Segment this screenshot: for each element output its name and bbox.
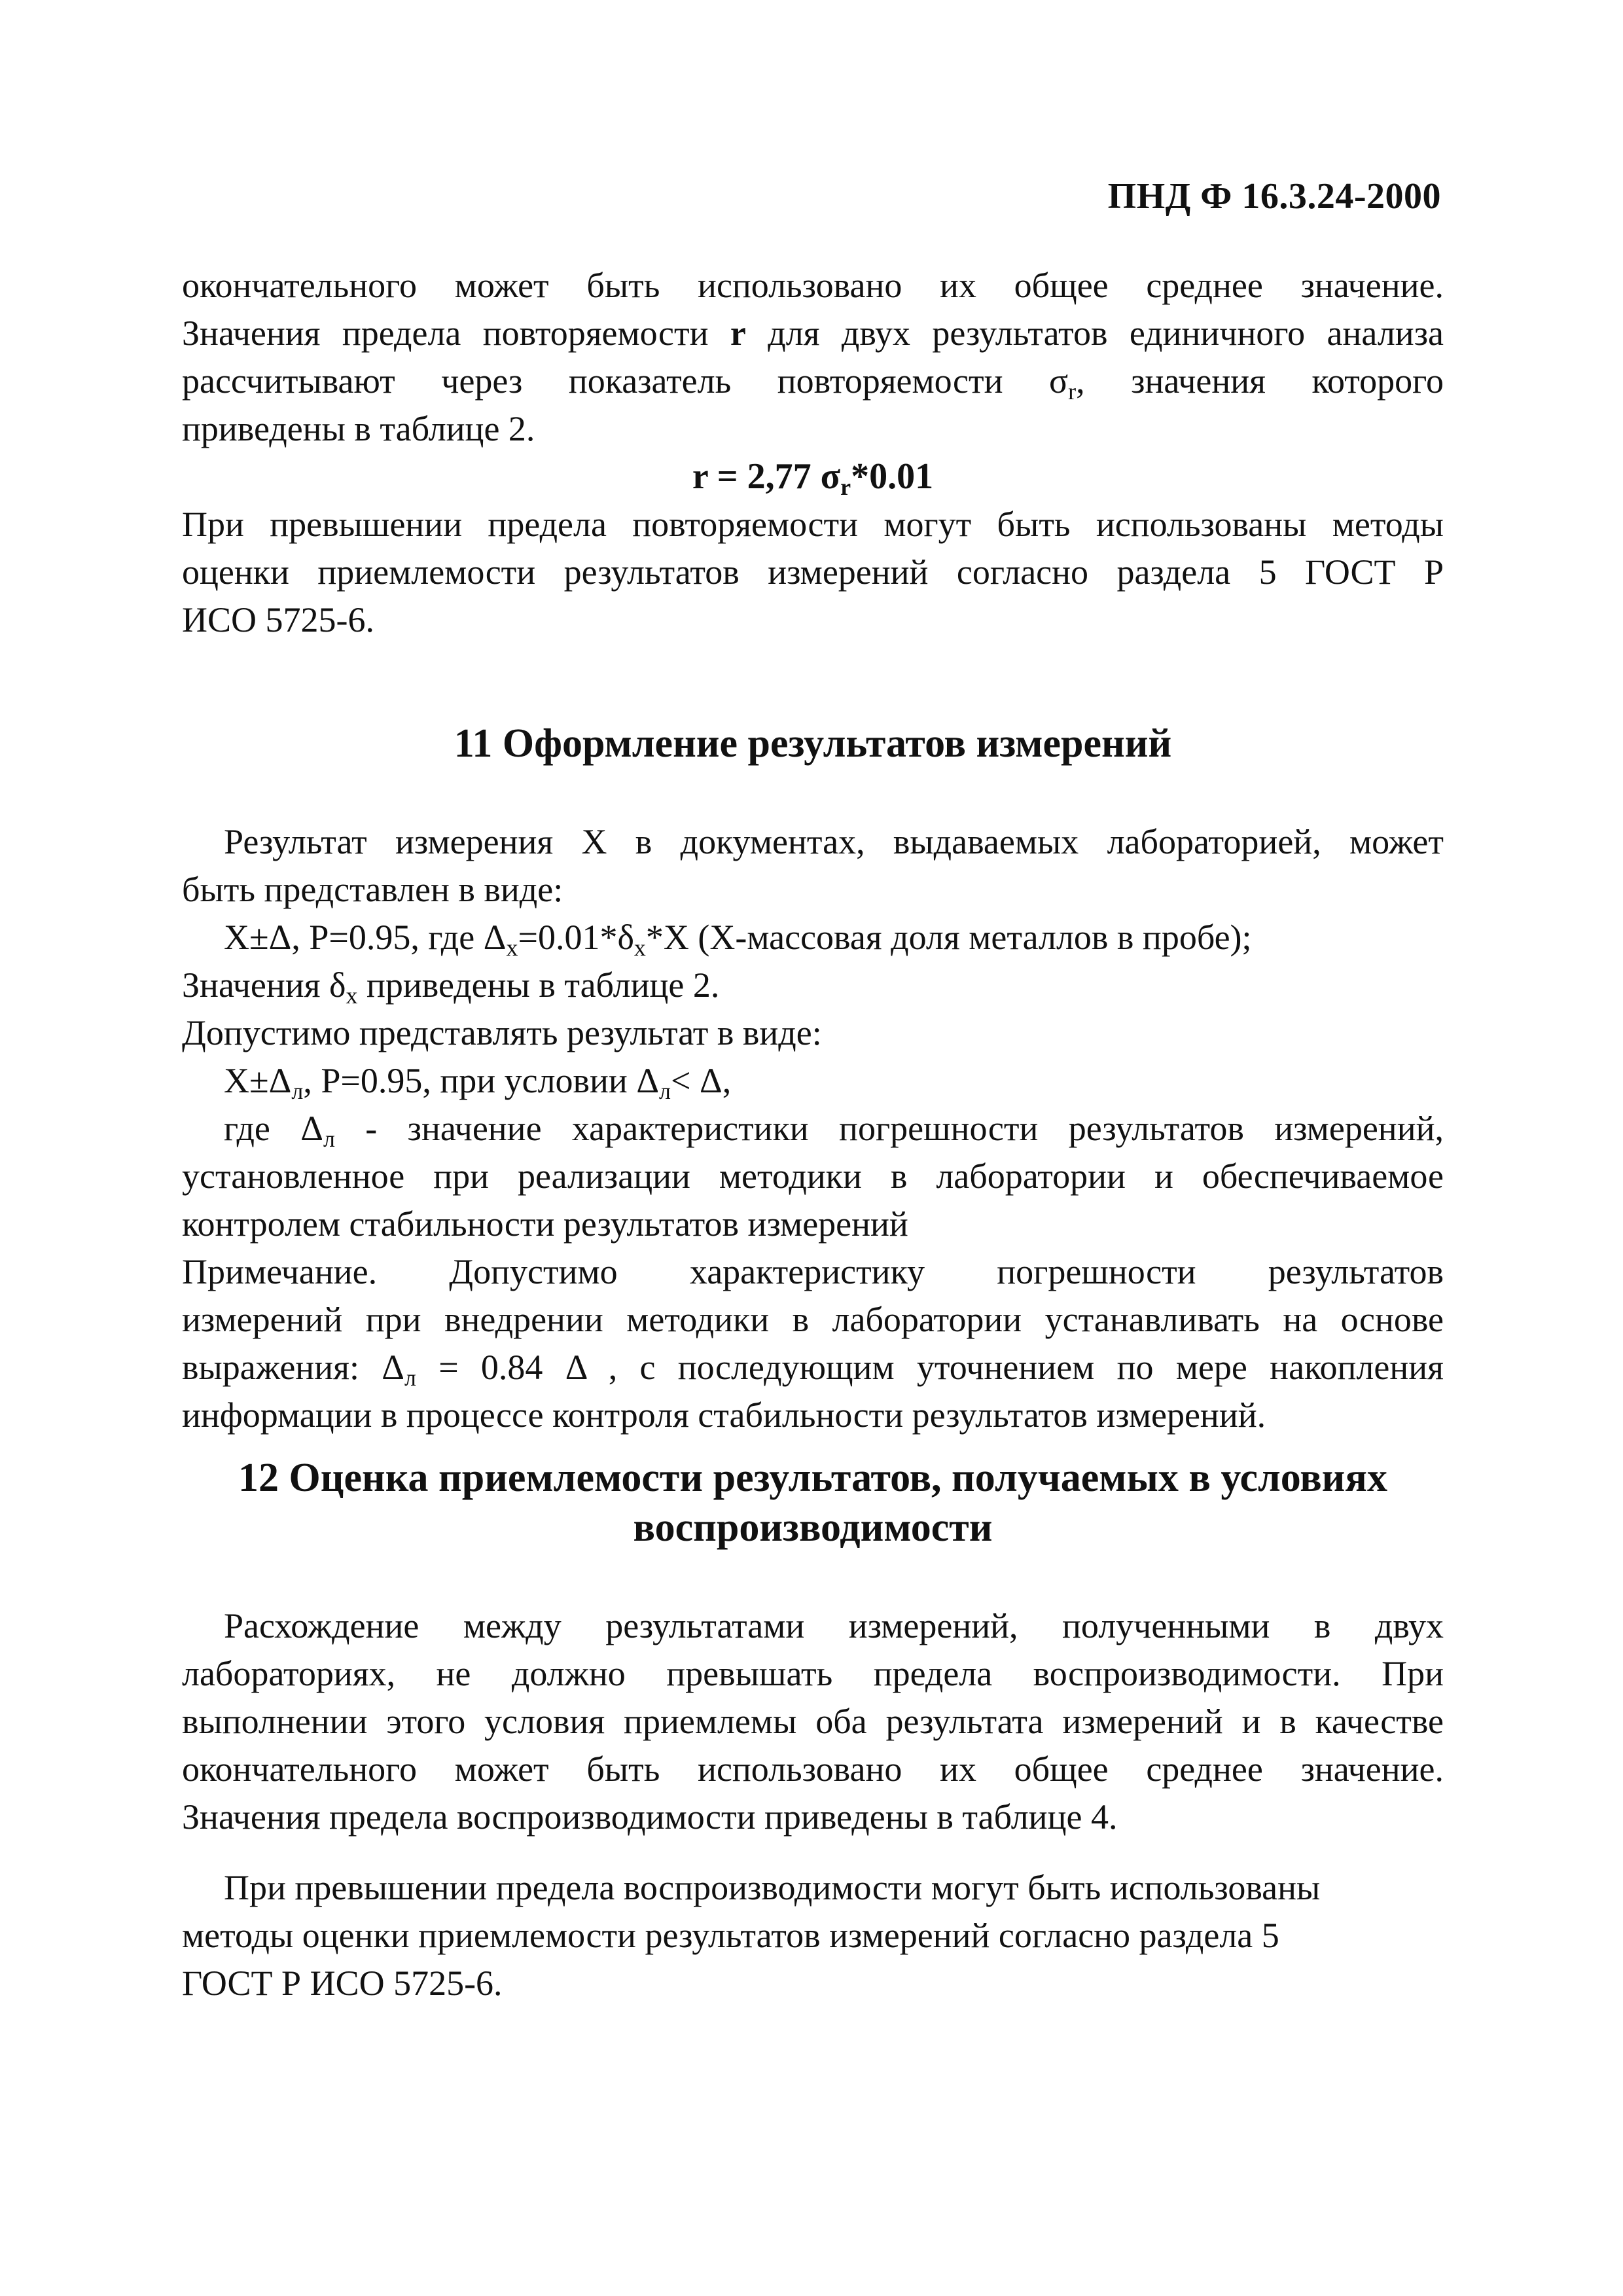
symbol-r: r xyxy=(730,314,746,353)
text-line: Допустимо представлять результат в виде: xyxy=(182,1013,822,1052)
subscript: л xyxy=(323,1126,335,1152)
text-fragment: - значение характеристики погрешности результатов измерений, xyxy=(334,1109,1444,1148)
text-line: лабораториях, не должно превышать предела воспроизводимости. При xyxy=(182,1654,1444,1693)
subscript: х xyxy=(346,982,358,1009)
section11-heading: 11 Оформление результатов измерений xyxy=(454,721,1172,766)
text-line xyxy=(182,310,1444,357)
text-line xyxy=(182,357,1444,405)
formula-part: r = 2,77 σ xyxy=(692,456,841,497)
text-fragment: Значения δ xyxy=(182,965,346,1005)
text-line: Результат измерения Х в документах, выдаваемых лабораторией, может xyxy=(224,822,1444,861)
formula-part: Х±Δ, Р=0.95, где Δ xyxy=(224,918,507,957)
text-line: При превышении предела повторяемости могут быть использованы методы xyxy=(182,505,1444,544)
subscript: х xyxy=(506,935,518,961)
document-code: ПНД Ф 16.3.24-2000 xyxy=(1107,176,1441,217)
text-line: контролем стабильности результатов измерений xyxy=(182,1204,908,1244)
text-fragment: выражения: Δ xyxy=(182,1348,404,1387)
text-line: При превышении предела воспроизводимости могут быть использованы xyxy=(224,1868,1321,1907)
note-line: Примечание. Допустимо характеристику погрешности результатов xyxy=(182,1252,1444,1291)
text-line: Значения предела воспроизводимости приведены в таблице 4. xyxy=(182,1797,1118,1837)
section12-paragraph2 xyxy=(182,1864,1425,2007)
text-line: установленное при реализации методики в лаборатории и обеспечиваемое xyxy=(182,1157,1444,1196)
note-line: измерений при внедрении методики в лаборатории устанавливать на основе xyxy=(182,1300,1444,1339)
text-fragment: , значения которого xyxy=(1076,361,1444,401)
subscript: л xyxy=(404,1365,416,1391)
text-line xyxy=(182,961,1444,1009)
heading-line: воспроизводимости xyxy=(633,1505,993,1550)
subscript: r xyxy=(1068,378,1077,404)
text-fragment: рассчитывают через показатель повторяемости σ xyxy=(182,361,1069,401)
text-line: окончательного может быть использовано их общее среднее значение. xyxy=(182,266,1444,305)
text-fragment: = 0.84 Δ , с последующим уточнением по мере накопления xyxy=(416,1348,1444,1387)
formula-part: =0.01*δ xyxy=(518,918,634,957)
section10-paragraph xyxy=(182,262,1444,644)
text-line: оценки приемлемости результатов измерений согласно раздела 5 ГОСТ Р xyxy=(182,552,1444,592)
text-line: методы оценки приемлемости результатов измерений согласно раздела 5 xyxy=(182,1916,1279,1955)
text-fragment: где Δ xyxy=(224,1109,323,1148)
section12-paragraph1 xyxy=(182,1602,1444,1841)
formula-part: *0.01 xyxy=(851,456,934,497)
note-line xyxy=(182,1344,1444,1391)
text-line: выполнении этого условия приемлемы оба результата измерений и в качестве xyxy=(182,1702,1444,1741)
text-line: ИСО 5725-6. xyxy=(182,600,374,639)
formula-part: Х±Δ xyxy=(224,1061,292,1100)
text-fragment: Значения предела повторяемости xyxy=(182,314,730,353)
subscript: r xyxy=(840,474,851,500)
text-line: Расхождение между результатами измерений, полученными в двух xyxy=(224,1606,1444,1645)
text-line xyxy=(182,1105,1444,1153)
section11-body xyxy=(182,818,1444,1439)
lab-result-formula xyxy=(182,1057,1444,1105)
subscript: х xyxy=(633,935,646,961)
text-line: ГОСТ Р ИСО 5725-6. xyxy=(182,1964,503,2003)
text-line: приведены в таблице 2. xyxy=(182,409,535,448)
note-line: информации в процессе контроля стабильности результатов измерений. xyxy=(182,1395,1266,1435)
text-fragment: приведены в таблице 2. xyxy=(357,965,720,1005)
formula-part: < Δ, xyxy=(671,1061,732,1100)
text-line: окончательного может быть использовано их общее среднее значение. xyxy=(182,1749,1444,1789)
repeatability-formula xyxy=(182,453,1444,501)
section12-heading xyxy=(182,1453,1444,1552)
heading-line: 12 Оценка приемлемости результатов, получаемых в условиях xyxy=(238,1456,1387,1500)
text-line: быть представлен в виде: xyxy=(182,870,563,909)
subscript: л xyxy=(291,1078,304,1104)
result-formula xyxy=(182,914,1444,961)
text-fragment: для двух результатов единичного анализа xyxy=(745,314,1444,353)
subscript: л xyxy=(659,1078,671,1104)
formula-part: , Р=0.95, при условии Δ xyxy=(303,1061,660,1100)
formula-part: *Х (Х-массовая доля металлов в пробе); xyxy=(645,918,1252,957)
